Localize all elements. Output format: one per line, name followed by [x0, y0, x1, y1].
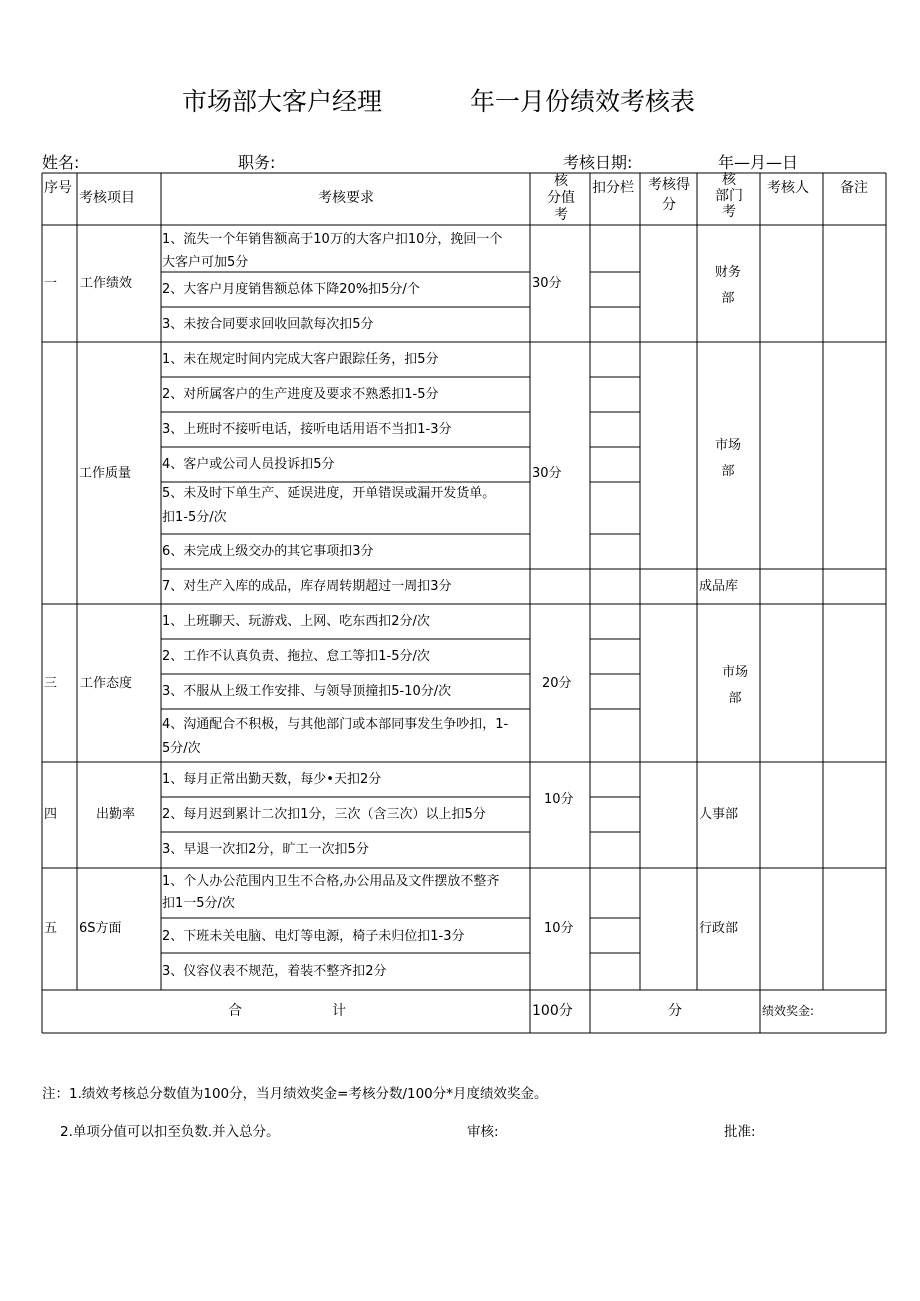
- date-label: 考核日期:: [563, 153, 633, 172]
- section-2-row-7: 7、对生产入库的成品，库存周转期超过一周扣3分: [162, 579, 452, 594]
- total-score: 100分: [532, 1003, 573, 1019]
- col-seq: 序号: [44, 180, 72, 196]
- section-1-dept: 财务 部: [714, 265, 741, 306]
- section-4-row-1: 1、每月正常出勤天数，每少•天扣2分: [162, 772, 382, 787]
- approve-label: 批准:: [724, 1124, 756, 1140]
- col-requirement: 考核要求: [318, 190, 374, 206]
- col-score-value: 核 分值 考: [547, 173, 575, 223]
- total-label-b: 计: [332, 1003, 346, 1019]
- section-3-seq: 三: [44, 676, 58, 691]
- section-2-score: 30分: [532, 466, 562, 481]
- section-1-row-1: 1、流失一个年销售额高于10万的大客户扣10分，挽回一个 大客户可加5分: [162, 232, 503, 270]
- section-5-dept: 行政部: [699, 921, 739, 936]
- note-1: 注：1.绩效考核总分数值为100分，当月绩效奖金=考核分数/100分*月度绩效奖金。: [42, 1086, 548, 1102]
- section-4-dept: 人事部: [699, 807, 739, 822]
- section-4-name: 出勤率: [96, 807, 136, 822]
- section-5-row-1: 1、个人办公范围内卫生不合格,办公用品及文件摆放不整齐 扣1一5分/次: [162, 874, 500, 911]
- section-1-score: 30分: [532, 276, 562, 291]
- total-earned: 分: [668, 1003, 682, 1019]
- section-4-score: 10分: [544, 792, 574, 807]
- section-2-dept-2: 成品库: [699, 579, 739, 594]
- title-left: 市场部大客户经理: [182, 87, 383, 116]
- section-2-row-2: 2、对所属客户的生产进度及要求不熟悉扣1-5分: [162, 387, 439, 402]
- section-1-row-3: 3、未按合同要求回收回款每次扣5分: [162, 317, 374, 332]
- date-value: 年—月—日: [718, 153, 799, 172]
- section-2-row-5: 5、未及时下单生产、延误进度，开单错误或漏开发货单。 扣1-5分/次: [162, 486, 496, 525]
- section-3-row-1: 1、上班聊天、玩游戏、上网、吃东西扣2分/次: [162, 614, 430, 629]
- section-3-dept: 市场 部: [721, 665, 748, 706]
- section-2-row-3: 3、上班时不接听电话，接听电话用语不当扣1-3分: [162, 422, 452, 437]
- section-5-score: 10分: [544, 921, 574, 936]
- name-label: 姓名:: [42, 153, 80, 172]
- position-label: 职务:: [238, 153, 276, 172]
- col-earned: 考核得 分: [648, 177, 690, 213]
- section-4-seq: 四: [44, 807, 58, 822]
- section-5-row-2: 2、下班未关电脑、电灯等电源，椅子未归位扣1-3分: [162, 929, 465, 944]
- col-deduct: 扣分栏: [592, 180, 634, 196]
- section-3-row-4: 4、沟通配合不积极，与其他部门或本部同事发生争吵扣，1- 5分/次: [162, 717, 509, 756]
- section-2-dept: 市场 部: [714, 438, 741, 479]
- col-item: 考核项目: [79, 190, 135, 206]
- section-5-row-3: 3、仪容仪表不规范，着装不整齐扣2分: [162, 964, 387, 979]
- section-2-row-4: 4、客户或公司人员投诉扣5分: [162, 457, 335, 472]
- section-3-name: 工作态度: [80, 676, 133, 691]
- col-dept: 核 部门 考: [715, 172, 743, 220]
- section-5-name: 6S方面: [79, 921, 122, 936]
- section-3-row-3: 3、不服从上级工作安排、与领导顶撞扣5-10分/次: [162, 684, 452, 699]
- col-remark: 备注: [840, 180, 868, 196]
- section-4-row-2: 2、每月迟到累计二次扣1分，三次（含三次）以上扣5分: [162, 807, 486, 822]
- section-2-row-1: 1、未在规定时间内完成大客户跟踪任务，扣5分: [162, 352, 439, 367]
- section-2-name: 工作质量: [79, 466, 132, 481]
- section-5-seq: 五: [44, 921, 58, 936]
- section-1-seq: 一: [44, 276, 58, 291]
- section-3-row-2: 2、工作不认真负责、拖拉、怠工等扣1-5分/次: [162, 649, 430, 664]
- review-label: 审核:: [467, 1124, 499, 1140]
- section-3-score: 20分: [542, 676, 572, 691]
- section-1-name: 工作绩效: [80, 276, 133, 291]
- section-2-row-6: 6、未完成上级交办的其它事项扣3分: [162, 544, 374, 559]
- note-2: 2.单项分值可以扣至负数.并入总分。: [60, 1124, 280, 1140]
- section-1-row-2: 2、大客户月度销售额总体下降20%扣5分/个: [162, 282, 420, 297]
- section-4-row-3: 3、早退一次扣2分，旷工一次扣5分: [162, 842, 369, 857]
- col-assessor: 考核人: [767, 180, 809, 196]
- total-bonus: 绩效奖金:: [762, 1004, 815, 1018]
- title-right: 年一月份绩效考核表: [470, 87, 696, 116]
- total-label-a: 合: [228, 1003, 242, 1019]
